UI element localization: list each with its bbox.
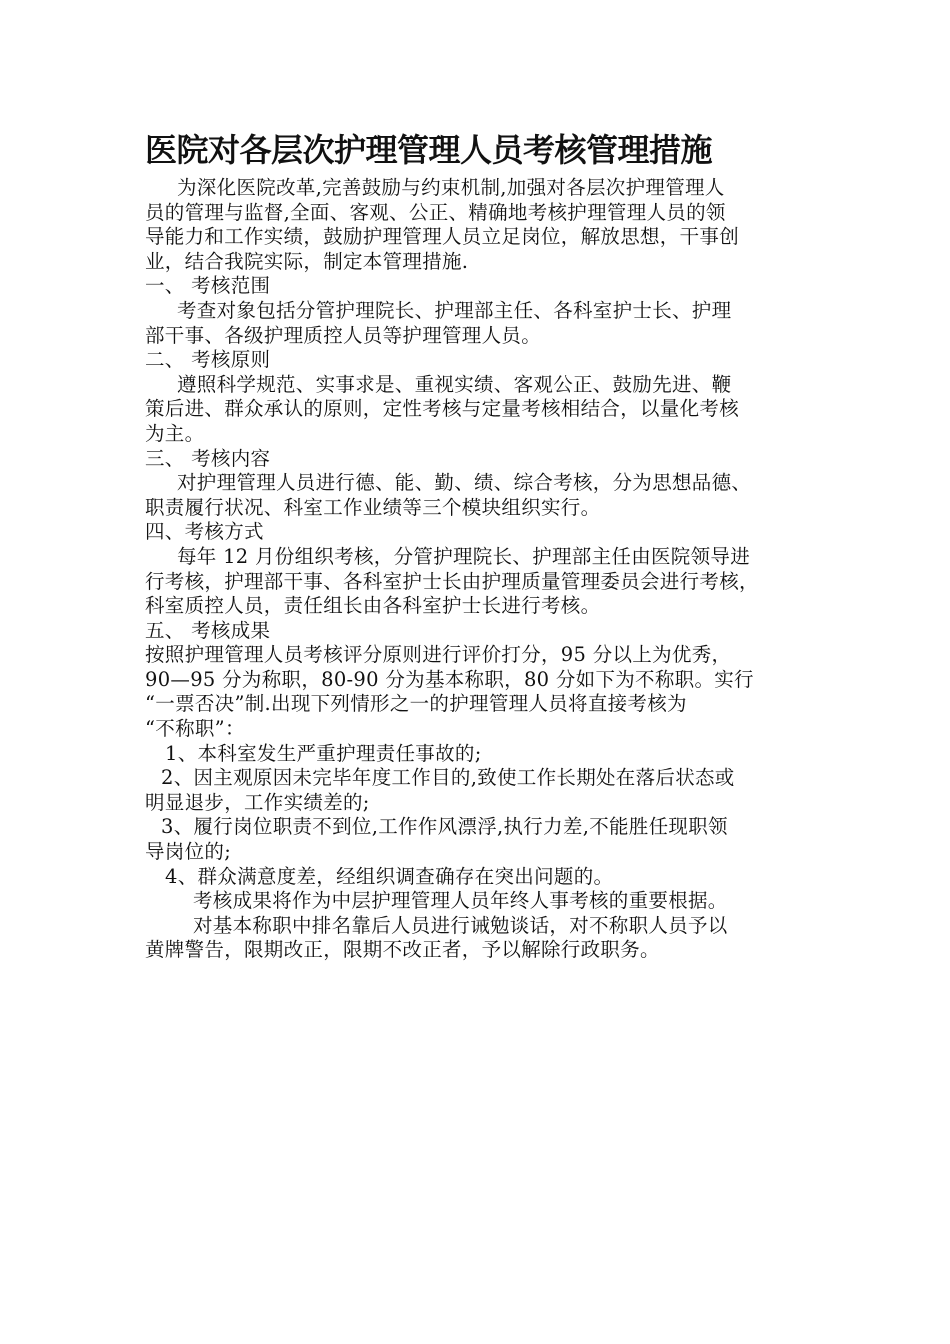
section-heading: 二、 考核原则 [145,348,271,372]
paragraph-line: 黄牌警告，限期改正，限期不改正者，予以解除行政职务。 [145,938,660,962]
paragraph-line: 为深化医院改革,完善鼓励与约束机制,加强对各层次护理管理人 [177,176,725,199]
section-heading: 一、 考核范围 [145,274,271,298]
paragraph-line: 为主。 [145,421,205,445]
paragraph-line: 考查对象包括分管护理院长、护理部主任、各科室护士长、护理 [177,298,732,322]
paragraph-line: 90—95 分为称职，80-90 分为基本称职，80 分如下为不称职。实行 [145,667,754,691]
section-heading: 三、 考核内容 [145,446,271,470]
paragraph-line: 导能力和工作实绩，鼓励护理管理人员立足岗位，解放思想，干事创 [145,225,740,249]
list-item-continuation: 导岗位的; [145,840,232,864]
document-page [145,128,835,963]
paragraph-line: 每年 12 月份组织考核，分管护理院长、护理部主任由医院领导进 [177,544,751,568]
paragraph-line: 按照护理管理人员考核评分原则进行评价打分，95 分以上为优秀， [145,643,732,667]
section-heading: 五、 考核成果 [145,618,271,642]
paragraph-line: 行考核，护理部干事、各科室护士长由护理质量管理委员会进行考核， [145,569,759,593]
paragraph-line: 员的管理与监督,全面、客观、公正、精确地考核护理管理人员的领 [145,200,726,224]
document-title: 医院对各层次护理管理人员考核管理措施 [145,131,713,169]
section-heading: 四、考核方式 [145,520,264,544]
paragraph-line: 策后进、群众承认的原则，定性考核与定量考核相结合，以量化考核 [145,397,740,421]
paragraph-line: 对基本称职中排名靠后人员进行诫勉谈话，对不称职人员予以 [193,913,728,937]
list-item: 4、群众满意度差，经组织调查确存在突出问题的。 [165,864,614,888]
paragraph-line: 考核成果将作为中层护理管理人员年终人事考核的重要根据。 [193,889,728,913]
paragraph-line: 职责履行状况、科室工作业绩等三个模块组织实行。 [145,495,601,519]
paragraph-line: 业，结合我院实际，制定本管理措施. [145,249,469,273]
list-item-continuation: 明显退步，工作实绩差的; [145,790,370,814]
list-item: 2、因主观原因未完毕年度工作目的,致使工作长期处在落后状态或 [161,766,735,790]
list-item: 3、履行岗位职责不到位,工作作风漂浮,执行力差,不能胜任现职领 [161,815,728,839]
paragraph-line: “一票否决”制.出现下列情形之一的护理管理人员将直接考核为 [145,692,687,716]
paragraph-line: 部干事、各级护理质控人员等护理管理人员。 [145,323,542,347]
paragraph-line: 对护理管理人员进行德、能、勤、绩、综合考核，分为思想品德、 [177,471,752,495]
paragraph-line: 遵照科学规范、实事求是、重视实绩、客观公正、鼓励先进、鞭 [177,372,732,396]
paragraph-line: 科室质控人员，责任组长由各科室护士长进行考核。 [145,594,601,618]
paragraph-line: “不称职”： [145,717,245,741]
list-item: 1、本科室发生严重护理责任事故的; [165,741,482,765]
